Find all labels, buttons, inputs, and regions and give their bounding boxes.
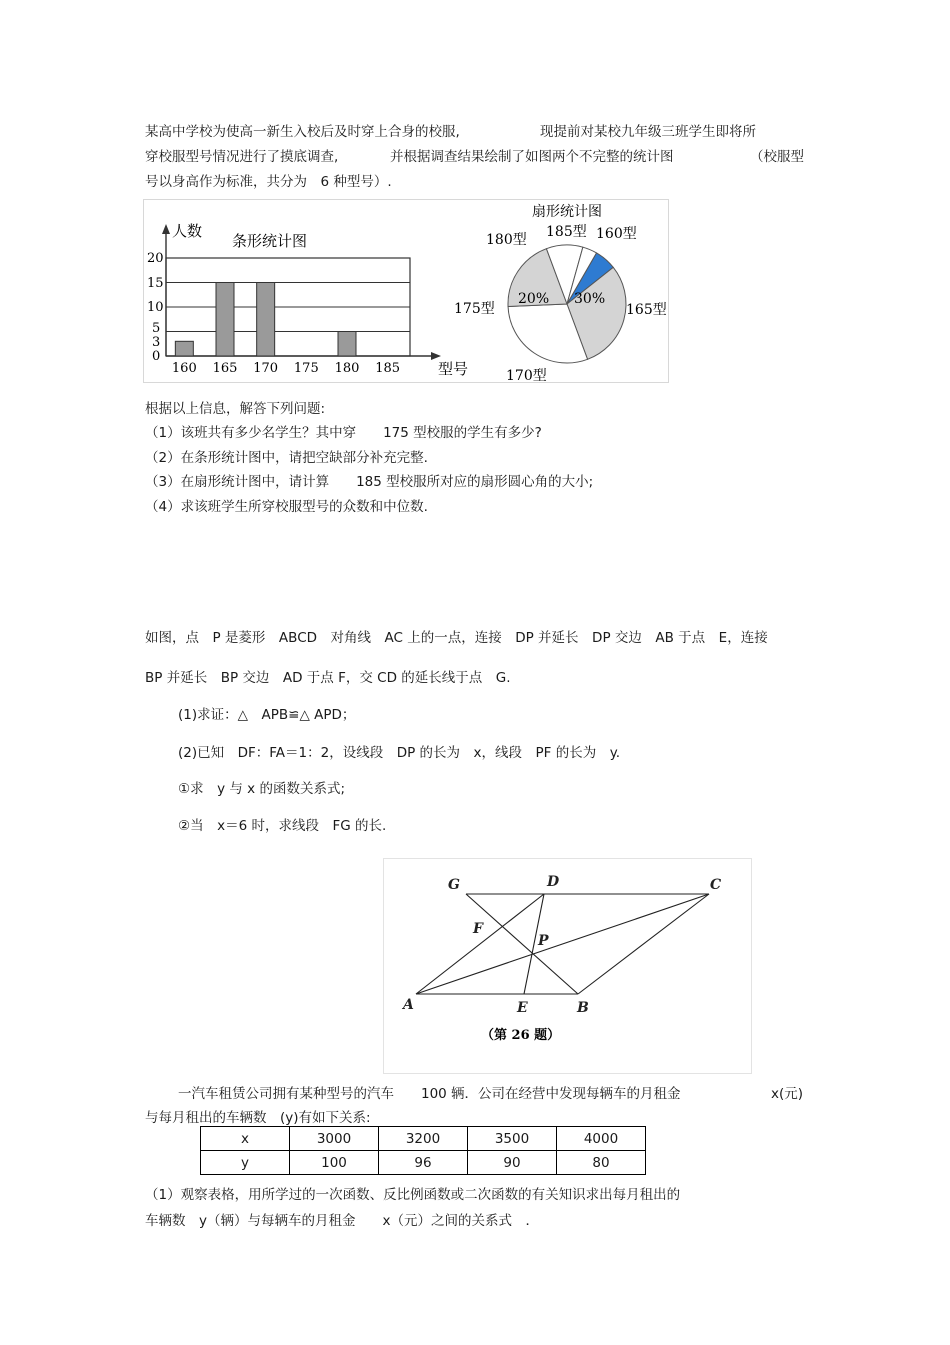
p1-intro-line2b: 并根据调查结果绘制了如图两个不完整的统计图 [390,149,674,165]
p2-part2: (2)已知 DF：FA＝1：2，设线段 DP 的长为 x，线段 PF 的长为 y. [178,745,621,761]
label-C: C [710,877,722,893]
bar-gridlines [166,283,410,332]
label-P: P [538,933,549,949]
xtick-165: 165 [212,361,238,376]
bar-180 [338,332,356,357]
p3-q1-line2: 车辆数 y（辆）与每辆车的月租金 x（元）之间的关系式 ． [145,1213,539,1229]
table-cell: y [201,1151,290,1175]
label-B: B [577,1000,589,1016]
bar-marks [175,283,356,357]
p1-q3: （3）在扇形统计图中，请计算 185 型校服所对应的扇形圆心角的大小; [145,474,594,490]
segment-AC [416,894,709,994]
p2-line2: BP 并延长 BP 交边 AD 于点 F，交 CD 的延长线于点 G. [145,670,511,686]
table-cell: 100 [290,1151,379,1175]
bar-165 [216,283,234,357]
xtick-180: 180 [334,361,360,376]
bar-chart [147,222,468,378]
table-cell: 3500 [468,1127,557,1151]
ytick-0: 0 [152,349,161,364]
table-cell: 90 [468,1151,557,1175]
xtick-175: 175 [293,361,319,376]
ytick-3: 3 [152,335,161,350]
label-F: F [473,921,483,937]
pie-title: 扇形统计图 [532,204,602,220]
table-cell: x [201,1127,290,1151]
pie-label-170: 170型 [506,368,547,382]
ytick-20: 20 [147,251,164,266]
ytick-10: 10 [147,300,164,315]
p2-part2-sub1: ①求 y 与 x 的函数关系式; [178,781,346,797]
xtick-170: 170 [253,361,279,376]
p1-q1: （1）该班共有多少名学生？其中穿 175 型校服的学生有多少? [145,425,542,441]
pie-chart [454,203,667,382]
ytick-15: 15 [147,276,164,291]
bar-y-arrow [162,224,170,234]
bar-160 [175,341,193,356]
table-row-y [201,1151,646,1175]
p2-line1: 如图，点 P 是菱形 ABCD 对角线 AC 上的一点，连接 DP 并延长 DP 交边 AB 于点 E，连接 [145,630,768,646]
bar-170 [257,283,275,357]
bar-x-arrow [431,352,441,360]
pie-label-175: 175型 [454,301,495,317]
table-cell: 3000 [290,1127,379,1151]
p1-intro-line3: 号以身高作为标准，共分为 6 种型号）. [145,174,392,190]
table-row-x [201,1127,646,1151]
pie-label-160: 160型 [596,226,637,242]
p3-line1a: 一汽车租赁公司拥有某种型号的汽车 100 辆．公司在经营中发现每辆车的月租金 [178,1086,681,1102]
p1-questions-lead: 根据以上信息，解答下列问题: [145,401,326,417]
table-cell: 96 [379,1151,468,1175]
bar-ylabel: 人数 [172,222,203,240]
p2-part1: (1)求证：△ APB≌△ APD； [178,707,356,723]
p1-intro-line1a: 某高中学校为使高一新生入校后及时穿上合身的校服, [145,124,460,140]
label-D: D [547,874,560,890]
p1-q4: （4）求该班学生所穿校服型号的众数和中位数. [145,499,428,515]
xtick-160: 160 [171,361,197,376]
label-E: E [517,1000,528,1016]
p3-line2: 与每月租出的车辆数 (y)有如下关系: [145,1110,371,1126]
ytick-5: 5 [152,321,161,336]
p2-part2-sub2: ②当 x＝6 时，求线段 FG 的长. [178,818,387,834]
p3-line1b: x(元) [771,1086,804,1102]
p1-intro-line2c: （校服型 [750,149,804,165]
bar-xlabel: 型号 [438,360,469,378]
pie-pct-30: 30% [574,291,606,307]
table-cell: 80 [557,1151,646,1175]
rent-table [200,1126,646,1175]
rhombus-figure [383,858,752,1074]
statistics-figure [143,199,669,383]
segment-AD [416,894,544,994]
p1-intro-line1b: 现提前对某校九年级三班学生即将所 [540,124,756,140]
p1-intro-line2a: 穿校服型号情况进行了摸底调查, [145,149,339,165]
pie-pct-20: 20% [518,291,550,307]
table-cell: 4000 [557,1127,646,1151]
p1-q2: （2）在条形统计图中，请把空缺部分补充完整. [145,450,428,466]
segment-CB [578,894,709,994]
pie-label-165: 165型 [626,302,667,318]
table-cell: 3200 [379,1127,468,1151]
label-A: A [403,997,414,1013]
figure-caption: （第 26 题） [481,1028,561,1043]
statistics-svg [144,200,668,382]
pie-label-185: 185型 [546,224,587,240]
p3-q1-line1: （1）观察表格，用所学过的一次函数、反比例函数或二次函数的有关知识求出每月租出的 [145,1187,681,1203]
xtick-185: 185 [375,361,401,376]
rhombus-svg [384,859,751,1073]
pie-label-180: 180型 [486,232,527,248]
rhombus-lines [416,894,709,994]
label-G: G [448,877,460,893]
bar-yticks [147,251,164,364]
bar-title: 条形统计图 [232,232,308,250]
bar-xticks [172,361,400,376]
